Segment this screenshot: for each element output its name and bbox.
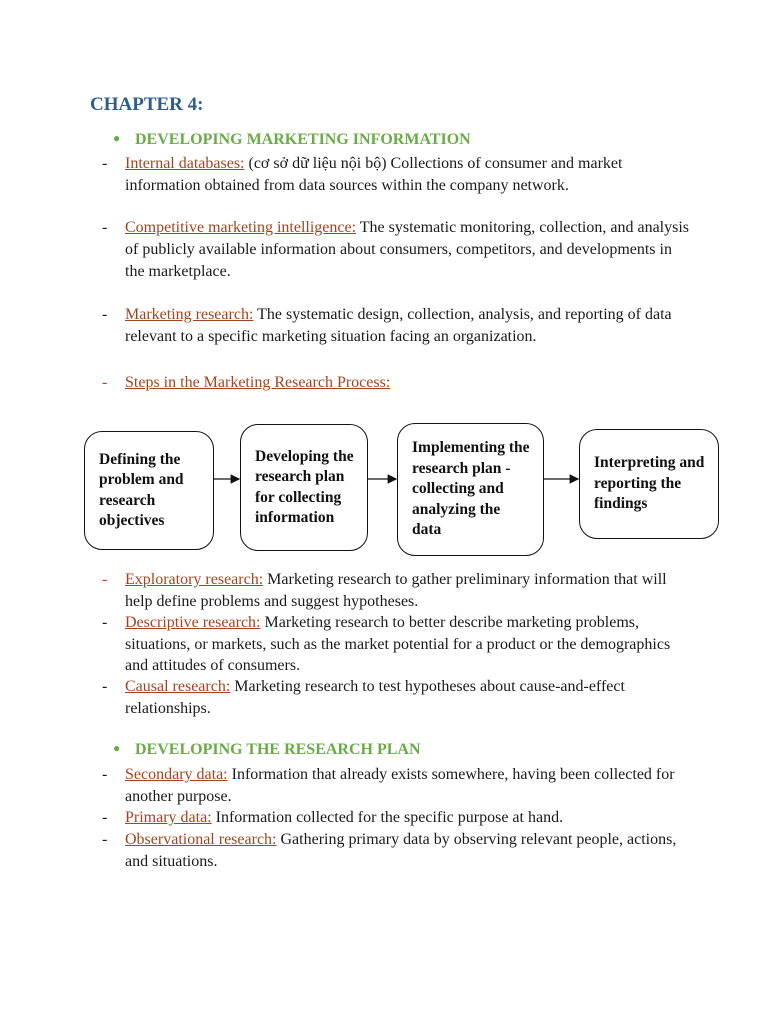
section-heading-research-plan [113,741,421,759]
dash-marker: - [102,571,108,588]
process-step-3 [397,423,544,556]
definition-exploratory-research [102,569,692,612]
dash-marker: - [102,766,108,783]
definition-text: Gathering primary data by observing relevant people, actions, and situations. [125,831,677,870]
term-causal-research: Causal research: [125,678,231,695]
bullet-icon: ● [113,741,121,755]
dash-marker: - [102,219,108,236]
dash-marker: - [102,306,108,323]
definition-text: The systematic design, collection, analysis, and reporting of data relevant to a specific marketing situation facing an organization. [125,306,672,345]
process-step-label: Interpreting and reporting the findings [594,454,705,513]
term-secondary-data: Secondary data: [125,766,228,783]
definition-observational-research [102,829,692,872]
definition-text: Information collected for the specific purpose at hand. [211,809,564,826]
term-primary-data: Primary data: [125,809,212,826]
term-descriptive-research: Descriptive research: [125,614,261,631]
steps-heading [102,372,692,394]
term-exploratory-research: Exploratory research: [125,571,264,588]
section-heading-text: DEVELOPING MARKETING INFORMATION [135,131,471,148]
section-heading-text: DEVELOPING THE RESEARCH PLAN [135,741,421,758]
term-observational-research: Observational research: [125,831,277,848]
definition-text: The systematic monitoring, collection, and analysis of publicly available information about consumers, competitors, and developments in the marketplace. [125,219,690,280]
definition-marketing-research [102,304,692,348]
process-step-4 [579,429,719,539]
term-steps-process: Steps in the Marketing Research Process: [125,374,391,391]
definition-primary-data [102,807,692,829]
definition-descriptive-research [102,612,692,677]
definition-text: (cơ sở dữ liệu nội bộ) Collections of consumer and market information obtained from data sources within the company network. [125,155,623,194]
definition-competitive-intelligence [102,217,692,283]
dash-marker: - [102,155,108,172]
section-heading-marketing-information [113,131,471,149]
definition-text: Marketing research to gather preliminary information that will help define problems and suggest hypotheses. [125,571,667,610]
process-step-label: Defining the problem and research objectives [99,450,184,529]
definition-causal-research [102,676,692,719]
process-step-label: Developing the research plan for collecting information [255,447,354,526]
process-step-label: Implementing the research plan -collecting and analyzing the data [412,439,530,539]
term-internal-databases: Internal databases: [125,155,245,172]
definition-text: Marketing research to better describe marketing problems, situations, or markets, such as the market potential for a product or the demographics and attitudes of consumers. [125,614,671,674]
dash-marker: - [102,831,108,848]
chapter-title: CHAPTER 4: [90,94,204,115]
definition-internal-databases [102,153,692,197]
definition-secondary-data [102,764,692,807]
bullet-icon: ● [113,131,121,145]
dash-marker: - [102,614,108,631]
term-competitive-intelligence: Competitive marketing intelligence: [125,219,357,236]
definition-text: Information that already exists somewhere, having been collected for another purpose. [125,766,675,805]
definition-text: Marketing research to test hypotheses about cause-and-effect relationships. [125,678,625,717]
dash-marker: - [102,809,108,826]
dash-marker: - [102,374,108,391]
term-marketing-research: Marketing research: [125,306,254,323]
process-step-2 [240,424,368,551]
dash-marker: - [102,678,108,695]
process-step-1 [84,431,214,550]
